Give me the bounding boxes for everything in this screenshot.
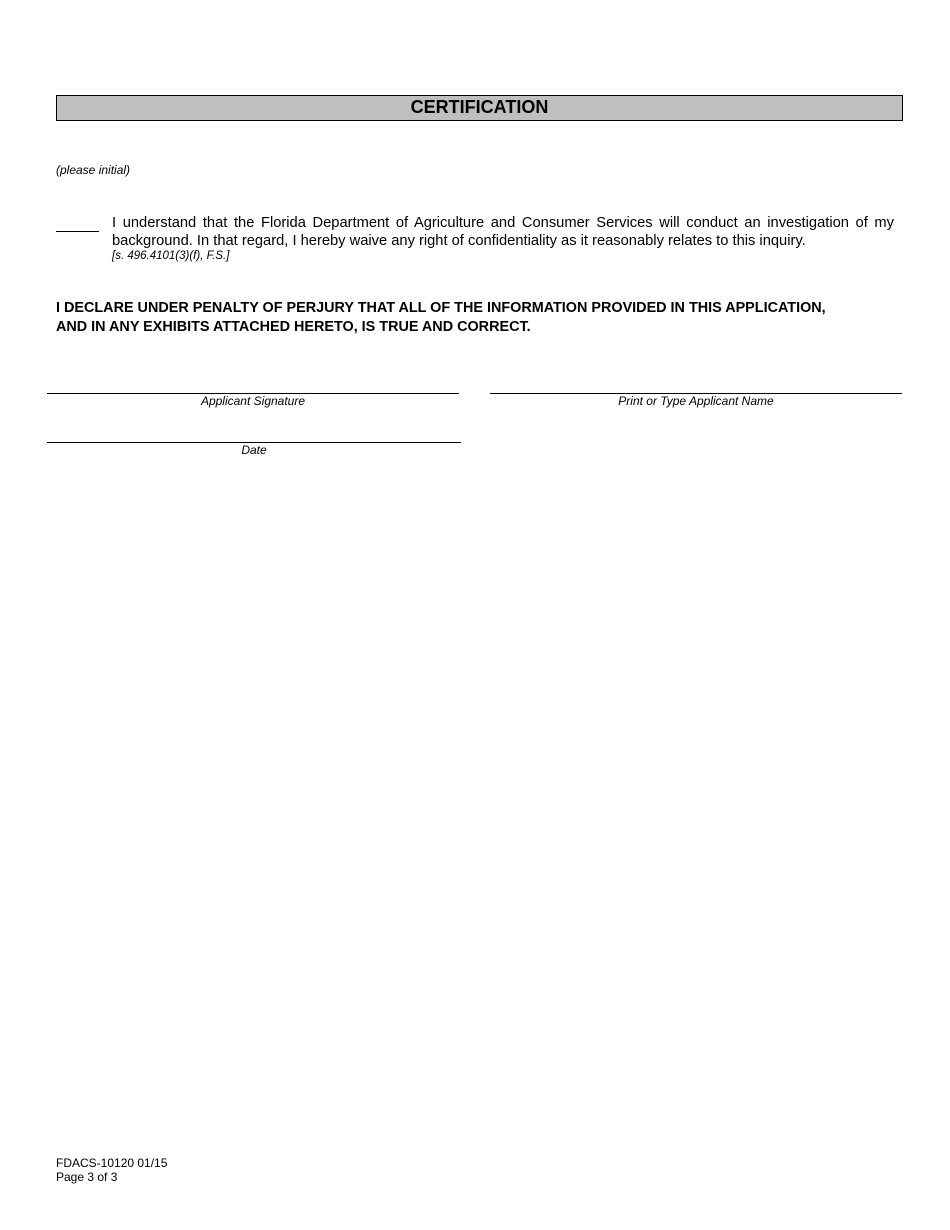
form-footer (56, 1156, 167, 1184)
page-number: Page 3 of 3 (56, 1170, 118, 1184)
form-id: FDACS-10120 01/15 (56, 1156, 168, 1170)
applicant-signature-label: Applicant Signature (200, 394, 306, 408)
statute-citation: [s. 496.4101(3)(f), F.S.] (112, 250, 230, 262)
declaration-line-1: I DECLARE UNDER PENALTY OF PERJURY THAT ALL OF THE INFORMATION PROVIDED IN THIS APPLICATION, (56, 300, 826, 316)
applicant-name-label: Print or Type Applicant Name (618, 394, 774, 408)
please-initial-hint: (please initial) (56, 163, 131, 177)
perjury-declaration (56, 299, 906, 337)
statement-text: I understand that the Florida Department of Agriculture and Consumer Services will conduct an investigation of my background. In that regard, I hereby waive any right of confidentiality as it reasonably relates to this inquiry. (112, 215, 894, 249)
initial-blank-line[interactable] (56, 218, 99, 232)
declaration-line-2: AND IN ANY EXHIBITS ATTACHED HERETO, IS TRUE AND CORRECT. (56, 319, 531, 335)
certification-title: CERTIFICATION (56, 95, 903, 121)
date-label: Date (241, 443, 267, 457)
background-investigation-statement (112, 214, 894, 250)
